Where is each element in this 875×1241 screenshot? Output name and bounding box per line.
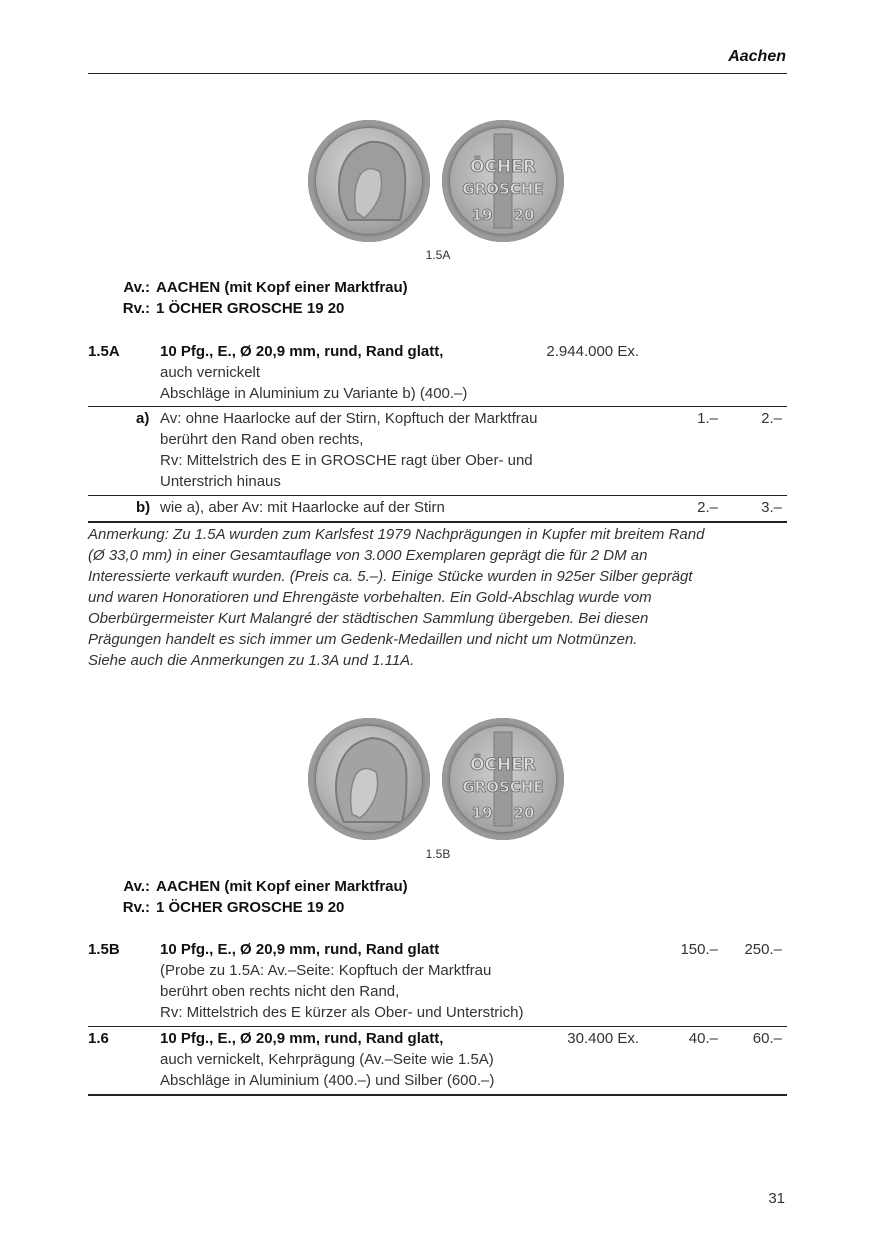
section-rule — [88, 1094, 787, 1096]
entry-1-6-mintage: 30.400 Ex. — [567, 1030, 639, 1047]
entry-1-5b-line3: berührt oben rechts nicht den Rand, — [160, 983, 400, 1000]
coin-reverse-year-right: 20 — [513, 206, 535, 224]
entry-1-5a-mintage: 2.944.000 Ex. — [546, 343, 639, 360]
divider — [88, 1026, 787, 1027]
coin-reverse-image — [442, 120, 564, 242]
header-rule — [88, 73, 787, 74]
variant-a-price-1: 1.– — [697, 410, 718, 427]
reverse-key: Rv.: — [122, 899, 150, 916]
coin-pair-1-5b — [308, 718, 564, 840]
coin-reverse-text-2: GROSCHE — [462, 778, 544, 796]
entry-number-1-5b: 1.5B — [88, 941, 120, 958]
coin-reverse-year-left: 19 — [471, 804, 493, 822]
coin-obverse-image — [308, 718, 430, 840]
coin-obverse-image — [308, 120, 430, 242]
obverse-label-a — [78, 279, 408, 296]
coin-reverse-text-2: GROSCHE — [462, 180, 544, 198]
entry-1-5b-price-1: 150.– — [680, 941, 718, 958]
coin-reverse-text-1: ÖCHER — [470, 157, 536, 177]
entry-1-6-line3: Abschläge in Aluminium (400.–) und Silber (600.–) — [160, 1072, 495, 1089]
entry-1-5a-line3: Abschläge in Aluminium zu Variante b) (400.–) — [160, 385, 468, 402]
coin-reverse-image — [442, 718, 564, 840]
entry-1-5a-line2: auch vernickelt — [160, 364, 261, 381]
coin-caption-1-5a: 1.5A — [425, 248, 451, 262]
reverse-key: Rv.: — [122, 300, 150, 317]
variant-a-key: a) — [136, 410, 150, 427]
coin-reverse-text-1: ÖCHER — [470, 755, 536, 775]
entry-1-6-title: 10 Pfg., E., Ø 20,9 mm, rund, Rand glatt, — [160, 1030, 444, 1047]
coin-caption-1-5b: 1.5B — [425, 847, 451, 861]
entry-1-6-price-2: 60.– — [752, 1030, 782, 1047]
obverse-label-b — [78, 878, 408, 895]
obverse-key: Av.: — [123, 878, 150, 895]
variant-a-line4: Unterstrich hinaus — [160, 473, 281, 490]
variant-b-price-2: 3.– — [761, 499, 782, 516]
note-line: Siehe auch die Anmerkungen zu 1.3A und 1.11A. — [88, 652, 415, 669]
variant-b-text: wie a), aber Av: mit Haarlocke auf der Stirn — [160, 499, 445, 516]
variant-a-line2: berührt den Rand oben rechts, — [160, 431, 364, 448]
annotation-note — [88, 524, 788, 671]
obverse-key: Av.: — [123, 279, 150, 296]
variant-a-line3: Rv: Mittelstrich des E in GROSCHE ragt über Ober- und — [160, 452, 533, 469]
variant-b-key: b) — [136, 499, 151, 516]
entry-1-6-price-1: 40.– — [688, 1030, 718, 1047]
coin-reverse-year-right: 20 — [513, 804, 535, 822]
coin-reverse-year-left: 19 — [471, 206, 493, 224]
note-line: (Ø 33,0 mm) in einer Gesamtauflage von 3.000 Exemplaren geprägt die für 2 DM an — [88, 547, 648, 564]
variant-a-line1: Av: ohne Haarlocke auf der Stirn, Kopftuch der Marktfrau — [160, 410, 538, 427]
entry-1-5b-price-2: 250.– — [744, 941, 782, 958]
variant-a-text — [160, 408, 600, 492]
entry-number-1-6: 1.6 — [88, 1030, 109, 1047]
obverse-text: AACHEN (mit Kopf einer Marktfrau) — [156, 878, 408, 895]
note-line: Interessierte verkauft wurden. (Preis ca. 5.–). Einige Stücke wurden in 925er Silber geprägt — [88, 568, 693, 585]
note-line: Prägungen handelt es sich immer um Gedenk-Medaillen und nicht um Notmünzen. — [88, 631, 638, 648]
page-header-title: Aachen — [728, 48, 786, 65]
entry-1-6-line2: auch vernickelt, Kehrprägung (Av.–Seite wie 1.5A) — [160, 1051, 494, 1068]
entry-1-5b-text — [160, 939, 640, 1023]
obverse-text: AACHEN (mit Kopf einer Marktfrau) — [156, 279, 408, 296]
reverse-label-a — [78, 300, 344, 317]
entry-1-5b-title: 10 Pfg., E., Ø 20,9 mm, rund, Rand glatt — [160, 941, 440, 958]
divider — [88, 495, 787, 496]
note-line: Anmerkung: Zu 1.5A wurden zum Karlsfest 1979 Nachprägungen in Kupfer mit breitem Rand — [88, 526, 705, 543]
reverse-label-b — [78, 899, 344, 916]
variant-a-price-2: 2.– — [761, 410, 782, 427]
variant-b-price-1: 2.– — [697, 499, 718, 516]
entry-number-1-5a: 1.5A — [88, 343, 120, 360]
note-line: und waren Honoratioren und Ehrengäste vorbehalten. Ein Gold-Abschlag wurde vom — [88, 589, 652, 606]
divider — [88, 406, 787, 407]
note-line: Oberbürgermeister Kurt Malangré der städtischen Sammlung übergeben. Bei diesen — [88, 610, 649, 627]
entry-1-5a-title: 10 Pfg., E., Ø 20,9 mm, rund, Rand glatt, — [160, 343, 444, 360]
page-number: 31 — [768, 1190, 785, 1207]
coin-pair-1-5a — [308, 120, 564, 242]
reverse-text: 1 ÖCHER GROSCHE 19 20 — [156, 300, 345, 317]
reverse-text: 1 ÖCHER GROSCHE 19 20 — [156, 899, 345, 916]
entry-1-5b-line2: (Probe zu 1.5A: Av.–Seite: Kopftuch der Marktfrau — [160, 962, 492, 979]
entry-1-5b-line4: Rv: Mittelstrich des E kürzer als Ober- und Unterstrich) — [160, 1004, 524, 1021]
section-rule — [88, 521, 787, 523]
